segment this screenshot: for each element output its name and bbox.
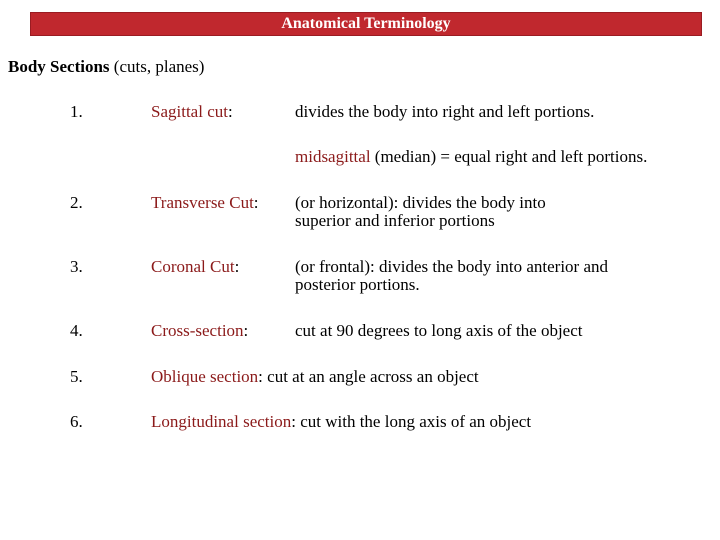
item-4-term-text: Cross-section	[151, 321, 244, 340]
item-6-term-sep: :	[291, 412, 296, 431]
item-4-term	[151, 322, 248, 340]
item-5-term-sep: :	[258, 367, 263, 386]
item-2-description-line-1: (or horizontal): divides the body into	[295, 193, 546, 212]
item-3-term-sep: :	[234, 257, 240, 276]
item-5-description: cut at an angle across an object	[267, 367, 479, 386]
item-5-number: 5.	[70, 367, 83, 386]
item-4-term-sep: :	[243, 321, 249, 340]
item-1-number: 1.	[70, 102, 83, 121]
title-bar	[30, 12, 702, 36]
item-2-description-line-2: superior and inferior portions	[295, 211, 495, 230]
item-5-term-text: Oblique section	[151, 367, 259, 386]
item-3-term	[151, 258, 239, 276]
page-title: Anatomical Terminology	[281, 15, 451, 32]
item-1-subnote-term: midsagittal	[295, 147, 371, 166]
item-1-term	[151, 103, 233, 121]
item-1-term-text: Sagittal cut	[151, 102, 228, 121]
item-3-term-text: Coronal Cut	[151, 257, 235, 276]
item-1-description: divides the body into right and left portions.	[295, 102, 595, 121]
item-6-description: cut with the long axis of an object	[300, 412, 532, 431]
item-4-number: 4.	[70, 321, 83, 340]
section-heading-rest: (cuts, planes)	[109, 57, 205, 76]
item-1-subnote	[295, 148, 647, 166]
item-3-description-line-1: (or frontal): divides the body into anterior and	[295, 257, 608, 276]
item-1-term-sep: :	[227, 102, 233, 121]
item-4-description: cut at 90 degrees to long axis of the object	[295, 321, 583, 340]
item-3-number: 3.	[70, 257, 83, 276]
item-3-description-line-2: posterior portions.	[295, 275, 420, 294]
item-2-term	[151, 194, 259, 212]
item-5-term	[151, 368, 479, 386]
item-6-term-text: Longitudinal section	[151, 412, 292, 431]
item-6-term	[151, 413, 531, 431]
item-2-term-text: Transverse Cut	[151, 193, 254, 212]
section-heading	[8, 57, 204, 77]
item-6-number: 6.	[70, 412, 83, 431]
item-2-number: 2.	[70, 193, 83, 212]
item-2-term-sep: :	[253, 193, 259, 212]
item-1-subnote-text: (median) = equal right and left portions.	[370, 147, 648, 166]
section-heading-bold: Body Sections	[8, 57, 110, 76]
